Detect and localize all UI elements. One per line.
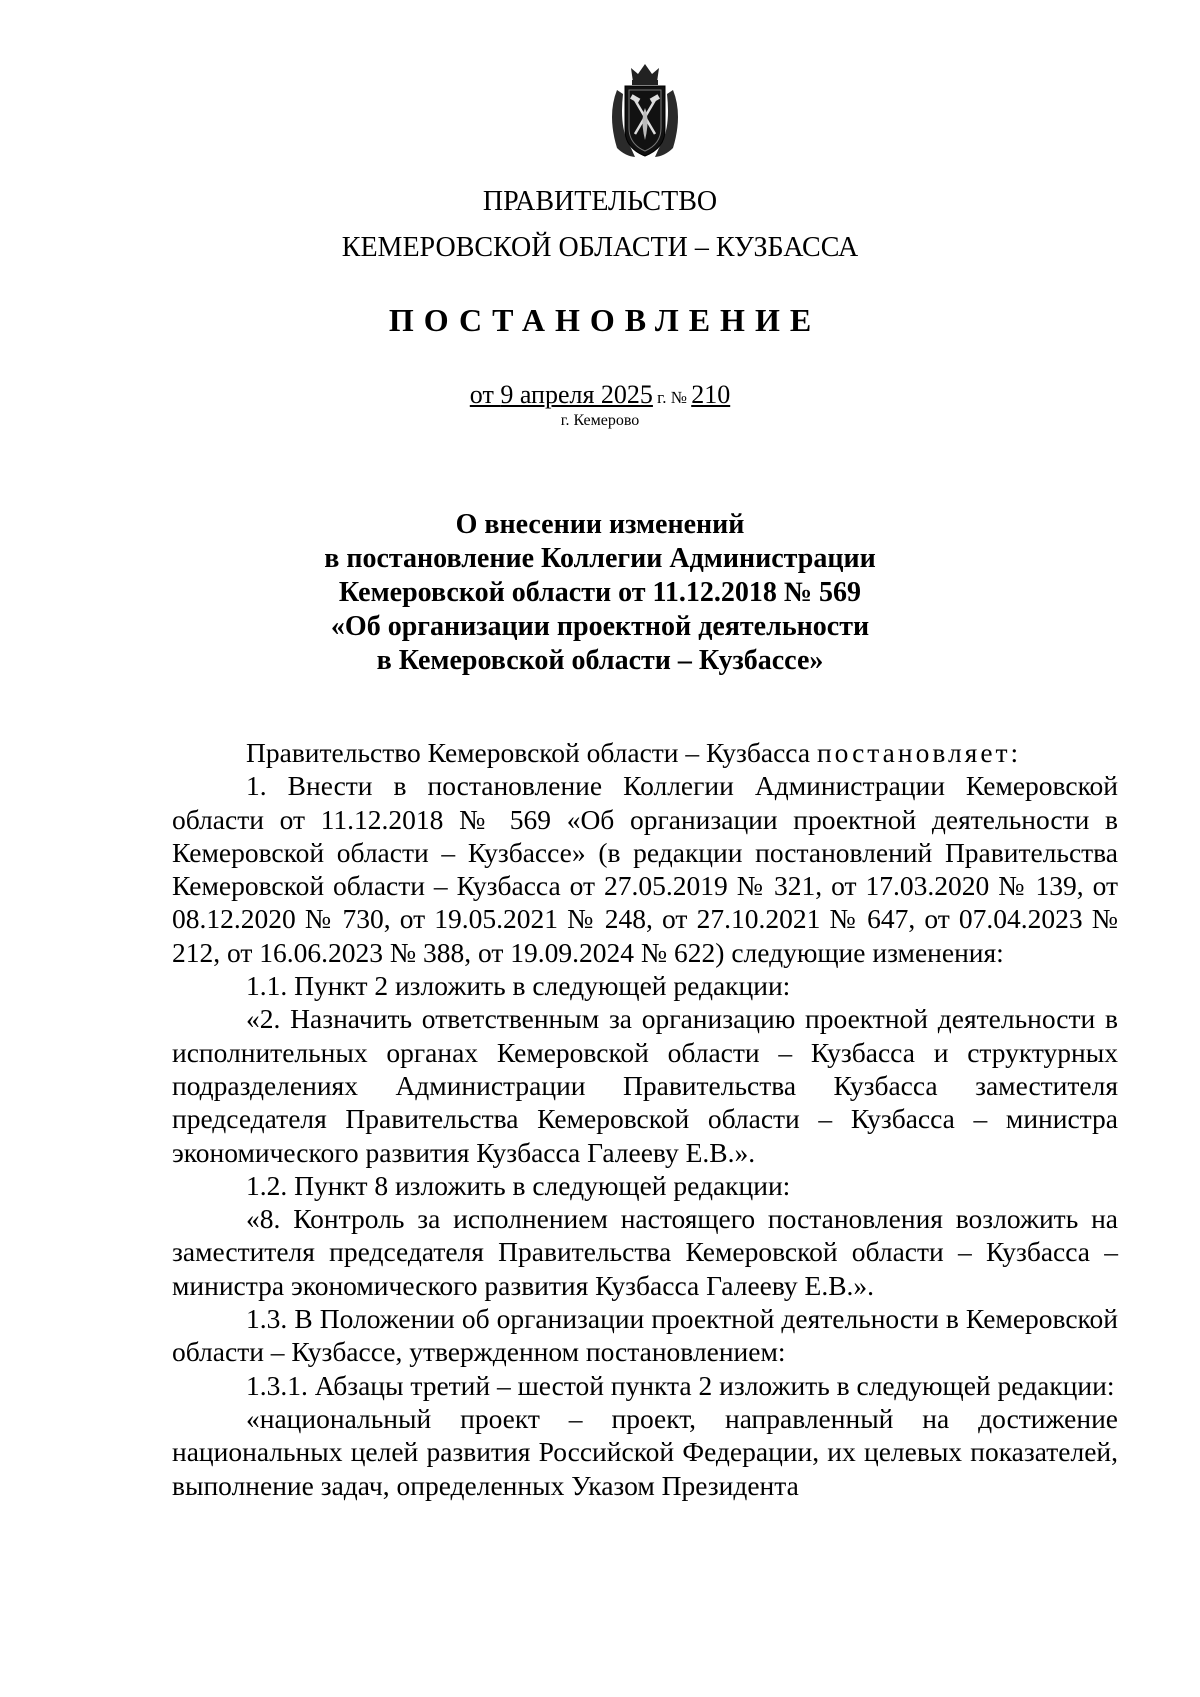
body-paragraph: 1.2. Пункт 8 изложить в следующей редакции:	[246, 1169, 791, 1201]
title-line: в постановление Коллегии Администрации	[324, 543, 876, 574]
coat-of-arms-emblem	[603, 60, 687, 160]
title-line: «Об организации проектной деятельности	[330, 611, 870, 642]
year-suffix: г. №	[652, 388, 692, 407]
body-paragraph: «2. Назначить ответственным за организацию проектной деятельности в исполнительных органах Кемеровской области – Кузбасса и структурных подразделениях Администрации Правительства Кузбасса заместителя председателя Правительства Кемеровской области – Кузбасса – министра экономического развития Кузбасса Галееву Е.В.».	[172, 1003, 1118, 1168]
title-line: в Кемеровской области – Кузбассе»	[376, 645, 824, 676]
document-type-heading: ПОСТАНОВЛЕНИЕ	[388, 302, 822, 338]
government-name-line-2: КЕМЕРОВСКОЙ ОБЛАСТИ – КУЗБАССА	[341, 232, 859, 263]
date-prefix: от	[469, 380, 501, 409]
document-title	[0, 508, 1200, 678]
body-paragraph: 1.3.1. Абзацы третий – шестой пункта 2 изложить в следующей редакции:	[246, 1369, 1115, 1401]
document-date-number	[0, 380, 1200, 410]
document-date: 9 апреля 2025	[500, 380, 653, 409]
title-line: О внесении изменений	[455, 509, 745, 540]
city-label: г. Кемерово	[560, 412, 640, 429]
intro-verb: постановляет	[816, 737, 1011, 768]
intro-paragraph	[172, 736, 1118, 769]
body-paragraph: 1. Внести в постановление Коллегии Администрации Кемеровской области от 11.12.2018 № 569 «Об организации проектной деятельности в Кемеровской области – Кузбассе» (в редакции постановлений Правительства Кемеровской области – Кузбасса от 27.05.2019 № 321, от 17.03.2020 № 139, от 08.12.2020 № 730, от 19.05.2021 № 248, от 27.10.2021 № 647, от 07.04.2023 № 212, от 16.06.2023 № 388, от 19.09.2024 № 622) следующие изменения:	[172, 770, 1118, 968]
document-number: 210	[691, 380, 731, 409]
body-paragraph: «национальный проект – проект, направленный на достижение национальных целей развития Российской Федерации, их целевых показателей, выполнение задач, определенных Указом Президента	[172, 1402, 1118, 1501]
document-body	[172, 736, 1118, 1502]
government-name-line-1: ПРАВИТЕЛЬСТВО	[482, 186, 718, 217]
title-line: Кемеровской области от 11.12.2018 № 569	[338, 577, 862, 608]
body-paragraph: «8. Контроль за исполнением настоящего постановления возложить на заместителя председателя Правительства Кемеровской области – Кузбасса – министра экономического развития Кузбасса Галееву Е.В.».	[172, 1203, 1118, 1301]
intro-text: Правительство Кемеровской области – Кузбасса	[246, 737, 817, 768]
intro-end: :	[1010, 737, 1019, 768]
body-paragraph: 1.3. В Положении об организации проектной деятельности в Кемеровской области – Кузбассе, утвержденном постановлением:	[172, 1303, 1118, 1368]
body-paragraph: 1.1. Пункт 2 изложить в следующей редакции:	[246, 970, 791, 1002]
